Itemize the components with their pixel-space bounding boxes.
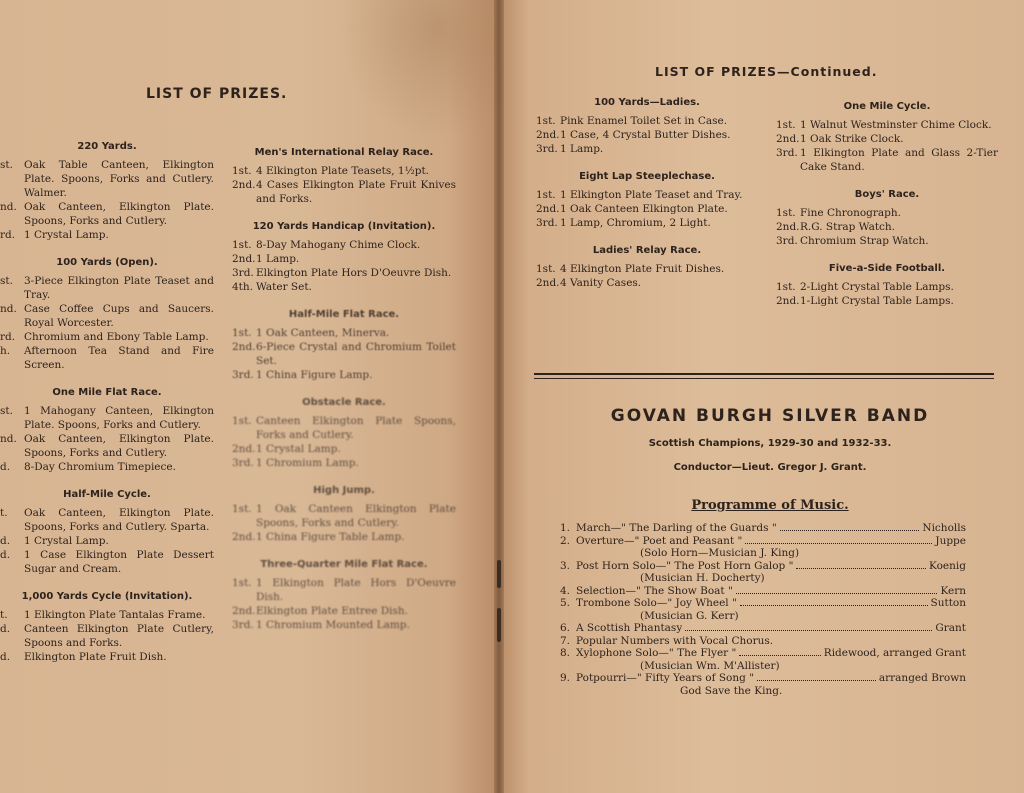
prize-section	[232, 484, 456, 544]
event-title: High Jump.	[313, 485, 375, 496]
programme-composer: Grant	[935, 622, 966, 634]
prize-description: 1 Chromium Mounted Lamp.	[256, 619, 410, 631]
event-title: Eight Lap Steeplechase.	[579, 171, 715, 182]
programme-composer: Sutton	[930, 597, 966, 609]
prize-position: 1st.	[232, 239, 252, 251]
prize-description: Chromium Strap Watch.	[800, 235, 929, 247]
event-title: 1,000 Yards Cycle (Invitation).	[21, 591, 193, 602]
prize-description: 4 Elkington Plate Fruit Dishes.	[560, 263, 725, 275]
prize-position: st.	[0, 405, 13, 417]
prize-section	[0, 256, 214, 372]
prize-position: rd.	[0, 331, 16, 343]
prize-description: 4 Elkington Plate Teasets, 1½pt.	[256, 165, 430, 177]
programme-item	[560, 560, 966, 573]
prize-entry	[232, 502, 456, 530]
prize-section	[232, 396, 456, 470]
prize-section	[776, 100, 998, 174]
prize-position: 3rd.	[536, 143, 558, 155]
prize-position: 1st.	[232, 503, 252, 515]
prize-position: 1st.	[232, 165, 252, 177]
programme-title: Programme of Music.	[691, 498, 849, 513]
prize-position: 3rd.	[536, 217, 558, 229]
prize-entry	[0, 274, 214, 302]
closing-anthem: God Save the King.	[680, 684, 783, 697]
prize-description: Afternoon Tea Stand and Fire Screen.	[24, 345, 214, 371]
prize-position: 1st.	[776, 119, 796, 131]
prize-position: nd.	[0, 433, 17, 445]
prize-position: d.	[0, 549, 11, 561]
prize-description: 8-Day Mahogany Chime Clock.	[256, 239, 421, 251]
prize-description: Elkington Plate Hors D'Oeuvre Dish.	[256, 267, 452, 279]
programme-composer: arranged Brown	[878, 672, 966, 684]
prize-position: 3rd.	[776, 235, 798, 247]
prize-entry	[232, 618, 456, 632]
prize-section	[0, 590, 214, 664]
programme-item	[560, 535, 966, 548]
prize-entry	[536, 276, 758, 290]
prize-section	[0, 140, 214, 242]
programme-number: 3.	[560, 559, 571, 572]
prize-description: Oak Canteen, Elkington Plate. Spoons, Forks and Cutlery.	[24, 201, 214, 227]
leader-dots	[745, 543, 932, 544]
programme-composer: Juppe	[935, 534, 966, 547]
programme-number: 4.	[560, 584, 571, 597]
prize-entry	[232, 340, 456, 368]
prize-entry	[536, 188, 758, 202]
prize-entry	[536, 202, 758, 216]
prize-entry	[776, 206, 998, 220]
prize-description: 1 Walnut Westminster Chime Clock.	[800, 119, 992, 131]
prize-entry	[232, 238, 456, 252]
prize-description: Oak Canteen, Elkington Plate. Spoons, Forks and Cutlery.	[24, 433, 214, 459]
prize-description: 1 Lamp.	[560, 143, 604, 155]
programme-piece: Selection—" The Show Boat "	[576, 584, 733, 597]
event-title: Half-Mile Cycle.	[63, 489, 151, 500]
prize-description: 3-Piece Elkington Plate Teaset and Tray.	[24, 275, 214, 301]
paper-stain	[340, 0, 500, 140]
prize-entry	[232, 280, 456, 294]
prize-entry	[536, 216, 758, 230]
prize-description: Oak Table Canteen, Elkington Plate. Spoons, Forks and Cutlery. Walmer.	[24, 159, 214, 199]
left-prize-column-2	[232, 146, 456, 646]
prize-entry	[0, 302, 214, 330]
prize-description: 1 Elkington Plate Tantalas Frame.	[24, 609, 206, 621]
programme-item	[560, 622, 966, 635]
staple-top	[497, 560, 501, 588]
programme-number: 7.	[560, 634, 571, 647]
prize-position: 2nd.	[232, 443, 256, 455]
prize-position: 1st.	[776, 207, 796, 219]
divider-rule-1	[534, 373, 994, 375]
prize-position: 2nd.	[232, 253, 256, 265]
binding-gutter	[494, 0, 504, 793]
programme-piece: Post Horn Solo—" The Post Horn Galop "	[576, 559, 794, 572]
prize-entry	[232, 164, 456, 178]
prize-position: d.	[0, 535, 11, 547]
prize-description: 1 Crystal Lamp.	[24, 535, 109, 547]
programme-note: (Musician G. Kerr)	[640, 609, 739, 622]
prize-position: 3rd.	[232, 369, 254, 381]
programme-number: 9.	[560, 672, 571, 684]
leader-dots	[757, 680, 876, 681]
prize-description: Chromium and Ebony Table Lamp.	[24, 331, 209, 343]
programme-number: 5.	[560, 597, 571, 609]
programme-item	[560, 672, 966, 685]
prize-position: 3rd.	[776, 147, 798, 159]
prize-description: 1 Elkington Plate Hors D'Oeuvre Dish.	[256, 577, 456, 603]
event-title: Men's International Relay Race.	[254, 147, 434, 158]
programme-piece: Overture—" Poet and Peasant "	[576, 534, 743, 547]
prize-section	[536, 244, 758, 290]
prize-section	[536, 170, 758, 230]
prize-position: st.	[0, 275, 13, 287]
programme-item	[560, 635, 966, 648]
prize-position: 2nd.	[536, 203, 560, 215]
programme-number: 1.	[560, 522, 571, 534]
prize-description: 1 Elkington Plate Teaset and Tray.	[560, 189, 743, 201]
prize-entry	[232, 178, 456, 206]
prize-position: 2nd.	[776, 295, 800, 307]
prize-position: 3rd.	[232, 457, 254, 469]
prize-position: 1st.	[536, 189, 556, 201]
programme-piece: Potpourri—" Fifty Years of Song "	[576, 672, 755, 684]
prize-position: h.	[0, 345, 11, 357]
prize-description: Oak Canteen, Elkington Plate. Spoons, Forks and Cutlery. Sparta.	[24, 507, 214, 533]
prize-position: 2nd.	[232, 179, 256, 191]
prize-position: 1st.	[232, 577, 252, 589]
prize-entry	[776, 220, 998, 234]
prize-description: 1-Light Crystal Table Lamps.	[800, 295, 954, 307]
prize-position: 3rd.	[232, 619, 254, 631]
prize-position: nd.	[0, 303, 17, 315]
prize-description: 1 Crystal Lamp.	[24, 229, 109, 241]
event-title: Ladies' Relay Race.	[592, 245, 702, 256]
prize-position: 1st.	[536, 115, 556, 127]
prize-description: Elkington Plate Entree Dish.	[256, 605, 409, 617]
prize-description: 1 China Figure Table Lamp.	[256, 531, 405, 543]
prize-position: 2nd.	[776, 221, 800, 233]
prize-position: 1st.	[776, 281, 796, 293]
programme-item	[560, 647, 966, 660]
prize-position: d.	[0, 623, 11, 635]
prize-entry	[0, 608, 214, 622]
prize-description: 1 China Figure Lamp.	[256, 369, 373, 381]
prize-description: Elkington Plate Fruit Dish.	[24, 651, 167, 663]
prize-position: 3rd.	[232, 267, 254, 279]
prize-entry	[776, 294, 998, 308]
prize-position: 2nd.	[536, 277, 560, 289]
prize-position: nd.	[0, 201, 17, 213]
event-title: Three-Quarter Mile Flat Race.	[260, 559, 428, 570]
staple-bottom	[497, 608, 501, 642]
prize-description: Canteen Elkington Plate Spoons, Forks and Cutlery.	[256, 415, 456, 441]
band-title: GOVAN BURGH SILVER BAND	[610, 406, 930, 426]
prize-entry	[232, 604, 456, 618]
prize-section	[232, 220, 456, 294]
prize-description: Canteen Elkington Plate Cutlery, Spoons and Forks.	[24, 623, 214, 649]
prize-entry	[232, 368, 456, 382]
prize-entry	[232, 576, 456, 604]
prize-description: Fine Chronograph.	[800, 207, 902, 219]
prize-entry	[0, 548, 214, 576]
programme-note: (Musician Wm. M'Allister)	[640, 659, 780, 672]
prize-entry	[0, 432, 214, 460]
prize-description: Water Set.	[256, 281, 312, 293]
prize-entry	[0, 506, 214, 534]
prize-description: Case Coffee Cups and Saucers. Royal Worcester.	[24, 303, 214, 329]
prize-position: 4th.	[232, 281, 253, 293]
prize-entry	[232, 456, 456, 470]
prize-entry	[776, 146, 998, 174]
prize-description: 1 Lamp.	[256, 253, 300, 265]
right-prize-column-1	[536, 96, 758, 304]
prize-description: 1 Oak Strike Clock.	[800, 133, 904, 145]
event-title: 100 Yards—Ladies.	[594, 97, 700, 108]
prize-position: st.	[0, 159, 13, 171]
prize-position: t.	[0, 609, 8, 621]
prize-entry	[232, 252, 456, 266]
prize-position: 1st.	[536, 263, 556, 275]
left-prize-column-1	[0, 140, 214, 678]
prize-position: rd.	[0, 229, 16, 241]
prize-entry	[776, 234, 998, 248]
programme-note: (Solo Horn—Musician J. King)	[640, 547, 800, 559]
programme-piece: A Scottish Phantasy	[576, 622, 683, 634]
prize-section	[232, 308, 456, 382]
band-conductor: Conductor—Lieut. Gregor J. Grant.	[673, 462, 867, 473]
prize-position: t.	[0, 507, 8, 519]
prize-description: 1 Lamp, Chromium, 2 Light.	[560, 217, 711, 229]
leader-dots	[739, 655, 820, 656]
prize-position: 1st.	[232, 415, 252, 427]
prize-entry	[776, 132, 998, 146]
prize-entry	[776, 280, 998, 294]
prize-section	[776, 262, 998, 308]
event-title: 220 Yards.	[77, 141, 137, 152]
prize-description: 1 Chromium Lamp.	[256, 457, 359, 469]
event-title: 120 Yards Handicap (Invitation).	[252, 221, 436, 232]
prize-section	[0, 386, 214, 474]
programme-piece: Popular Numbers with Vocal Chorus.	[576, 634, 774, 647]
leader-dots	[685, 630, 932, 631]
prize-entry	[0, 228, 214, 242]
prize-description: 1 Elkington Plate and Glass 2-Tier Cake Stand.	[800, 147, 998, 173]
prize-entry	[232, 326, 456, 340]
programme-piece: March—" The Darling of the Guards "	[576, 522, 777, 534]
prize-description: 8-Day Chromium Timepiece.	[24, 461, 176, 473]
prize-description: 1 Oak Canteen Elkington Plate Spoons, Forks and Cutlery.	[256, 503, 456, 529]
prize-entry	[0, 404, 214, 432]
prize-description: 1 Crystal Lamp.	[256, 443, 341, 455]
programme-piece: Xylophone Solo—" The Flyer "	[576, 647, 737, 659]
prize-section	[232, 558, 456, 632]
prize-entry	[232, 266, 456, 280]
event-title: 100 Yards (Open).	[56, 257, 158, 268]
programme-number: 6.	[560, 622, 571, 634]
prize-description: 4 Cases Elkington Plate Fruit Knives and Forks.	[256, 179, 456, 205]
left-page-heading: LIST OF PRIZES.	[146, 86, 288, 102]
prize-description: Pink Enamel Toilet Set in Case.	[560, 115, 728, 127]
prize-entry	[0, 158, 214, 200]
prize-description: 1 Case Elkington Plate Dessert Sugar and Cream.	[24, 549, 214, 575]
prize-entry	[232, 530, 456, 544]
prize-section	[536, 96, 758, 156]
prize-section	[232, 146, 456, 206]
prize-entry	[0, 534, 214, 548]
event-title: One Mile Flat Race.	[52, 387, 162, 398]
programme-number: 2.	[560, 534, 571, 547]
prize-description: 1 Oak Canteen Elkington Plate.	[560, 203, 728, 215]
event-title: One Mile Cycle.	[843, 101, 931, 112]
band-champions: Scottish Champions, 1929-30 and 1932-33.	[648, 438, 892, 449]
prize-description: 4 Vanity Cases.	[560, 277, 642, 289]
prize-position: 2nd.	[776, 133, 800, 145]
prize-entry	[0, 344, 214, 372]
divider-rule-2	[534, 378, 994, 379]
leader-dots	[796, 568, 926, 569]
prize-position: 2nd.	[536, 129, 560, 141]
prize-entry	[776, 118, 998, 132]
programme-item	[560, 597, 966, 610]
prize-section	[0, 488, 214, 576]
programme-composer: Koenig	[929, 559, 966, 572]
leader-dots	[780, 530, 920, 531]
event-title: Obstacle Race.	[302, 397, 386, 408]
prize-position: 1st.	[232, 327, 252, 339]
prize-entry	[232, 414, 456, 442]
prize-position: d.	[0, 651, 11, 663]
prize-entry	[0, 650, 214, 664]
programme-number: 8.	[560, 647, 571, 659]
prize-position: 2nd.	[232, 605, 256, 617]
programme-item	[560, 585, 966, 598]
prize-position: d.	[0, 461, 11, 473]
prize-description: R.G. Strap Watch.	[800, 221, 896, 233]
prize-entry	[0, 200, 214, 228]
prize-entry	[536, 114, 758, 128]
prize-description: 6-Piece Crystal and Chromium Toilet Set.	[256, 341, 456, 367]
programme-composer: Kern	[940, 584, 966, 597]
right-prize-column-2	[776, 100, 998, 322]
prize-entry	[536, 142, 758, 156]
programme-note: (Musician H. Docherty)	[640, 572, 765, 584]
prize-description: 2-Light Crystal Table Lamps.	[800, 281, 954, 293]
leader-dots	[740, 605, 928, 606]
prize-description: 1 Case, 4 Crystal Butter Dishes.	[560, 129, 731, 141]
event-title: Half-Mile Flat Race.	[288, 309, 400, 320]
programme-composer: Ridewood, arranged Grant	[823, 647, 966, 659]
prize-entry	[0, 622, 214, 650]
programme-item	[560, 522, 966, 535]
programme-piece: Trombone Solo—" Joy Wheel "	[576, 597, 737, 609]
prize-entry	[536, 262, 758, 276]
prize-position: 2nd.	[232, 531, 256, 543]
prize-section	[776, 188, 998, 248]
prize-description: 1 Oak Canteen, Minerva.	[256, 327, 390, 339]
programme-composer: Nicholls	[922, 522, 966, 534]
prize-entry	[232, 442, 456, 456]
programme-list	[560, 522, 966, 697]
right-page-heading: LIST OF PRIZES—Continued.	[655, 64, 878, 79]
event-title: Boys' Race.	[854, 189, 920, 200]
prize-entry	[536, 128, 758, 142]
prize-description: 1 Mahogany Canteen, Elkington Plate. Spoons, Forks and Cutlery.	[24, 405, 214, 431]
prize-position: 2nd.	[232, 341, 256, 353]
leader-dots	[736, 593, 938, 594]
prize-entry	[0, 330, 214, 344]
event-title: Five-a-Side Football.	[828, 263, 946, 274]
prize-entry	[0, 460, 214, 474]
